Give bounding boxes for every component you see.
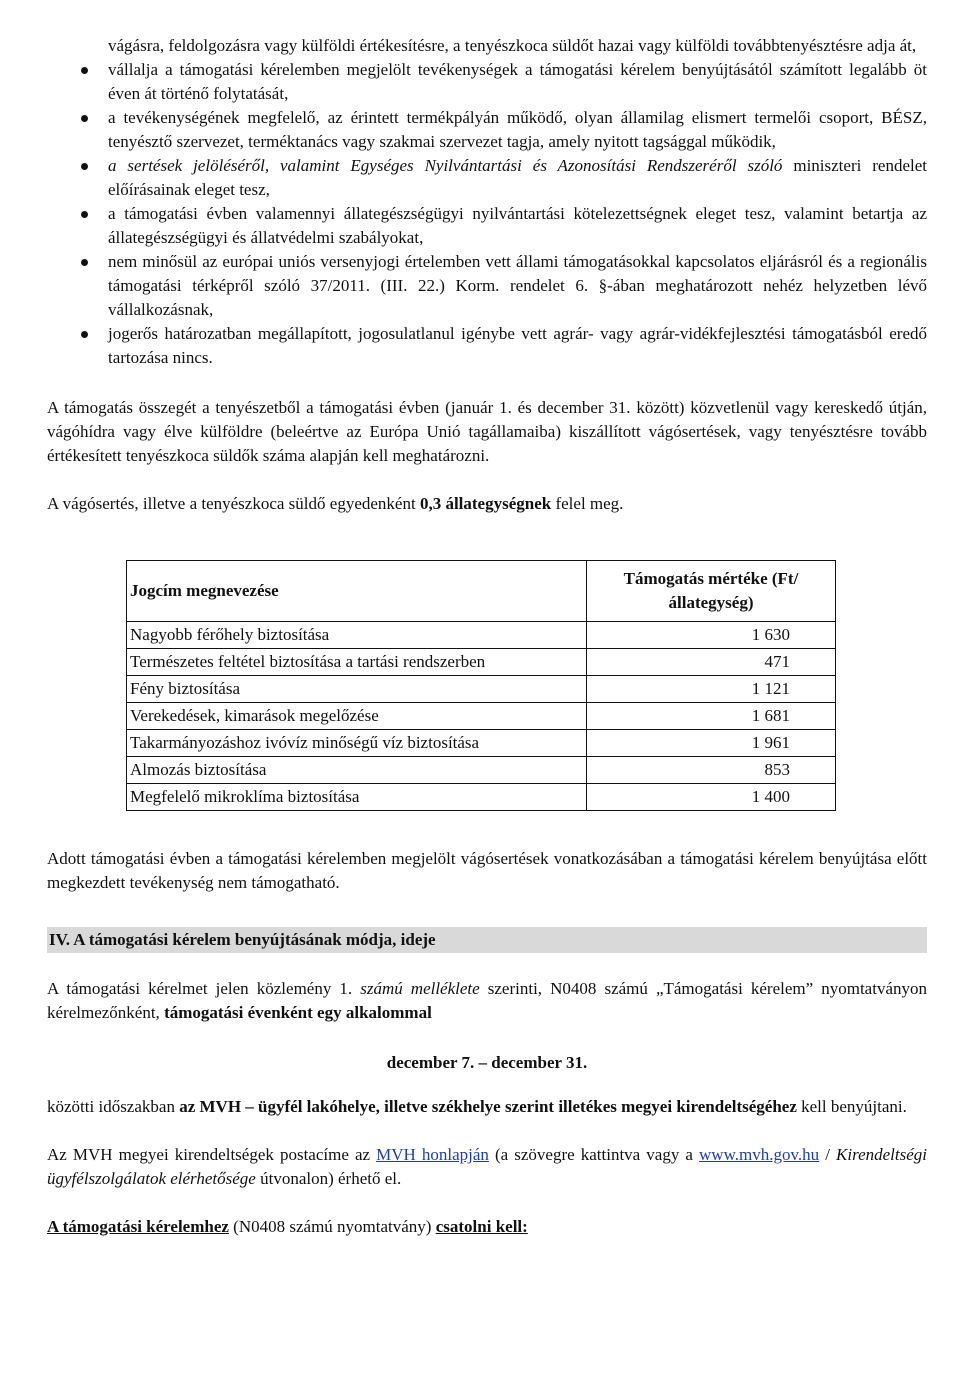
mvh-homepage-link[interactable]: MVH honlapján: [376, 1145, 489, 1164]
table-header-row: [127, 561, 836, 622]
paragraph-where-submit: közötti időszakban az MVH – ügyfél lakóhelye, illetve székhelye szerint illetékes megyei kirendeltségéhez kell benyújtani.: [47, 1097, 907, 1116]
table-row: Verekedések, kimarások megelőzése 1 681: [127, 703, 836, 730]
eligibility-list: [47, 58, 927, 370]
continuation-text: vágásra, feldolgozásra vagy külföldi értékesítésre, a tenyészkoca süldőt hazai vagy külföldi továbbtenyésztésre adja át,: [108, 36, 917, 55]
header-title: Jogcím megnevezése: [127, 561, 587, 622]
paragraph-support-basis: A támogatás összegét a tenyészetből a támogatási évben (január 1. és december 31. között) közvetlenül vagy kereskedő útján, vágóhídra vagy élve külföldre (beleértve az Európa Unió tagállamaiba) kiszállított vágósertések, vagy tenyésztésre tovább értékesített tenyészkoca süldők száma alapján kell meghatározni.: [47, 398, 927, 465]
paragraph-postal-address: Az MVH megyei kirendeltségek postacíme az MVH honlapján (a szövegre kattintva vagy a www.mvh.gov.hu / Kirendeltségi ügyfélszolgálatok elérhetősége útvonalon) érhető el.: [47, 1145, 927, 1188]
submission-date-range: december 7. – december 31.: [386, 1053, 588, 1072]
header-amount: Támogatás mértéke (Ft/állategység): [587, 561, 836, 622]
table-row: Megfelelő mikroklíma biztosítása 1 400: [127, 784, 836, 811]
list-item: jogerős határozatban megállapított, jogosulatlanul igénybe vett agrár- vagy agrár-vidékfejlesztési támogatásból eredő tartozása nincs.: [47, 322, 927, 370]
list-item: nem minősül az európai uniós versenyjogi értelemben vett állami támogatásokkal kapcsolatos eljárásról és a regionális támogatási térképről szóló 37/2011. (III. 22.) Korm. rendelet 6. §-ában meghatározott nehéz helyzetben lévő vállalkozásnak,: [47, 250, 927, 322]
paragraph-attachments: A támogatási kérelemhez (N0408 számú nyomtatvány) csatolni kell:: [47, 1217, 528, 1236]
table-row: Nagyobb férőhely biztosítása 1 630: [127, 622, 836, 649]
list-item: vállalja a támogatási kérelemben megjelölt tevékenységek a támogatási kérelem benyújtásától számított legalább öt éven át történő folytatását,: [47, 58, 927, 106]
paragraph-submission: A támogatási kérelmet jelen közlemény 1. számú melléklete szerinti, N0408 számú „Támogatási kérelem” nyomtatványon kérelmezőnként, támogatási évenként egy alkalommal: [47, 979, 927, 1022]
paragraph-unit-equivalence: A vágósertés, illetve a tenyészkoca süldő egyedenként 0,3 állategységnek felel meg.: [47, 494, 624, 513]
table-row: Természetes feltétel biztosítása a tartási rendszerben 471: [127, 649, 836, 676]
mvh-website-link[interactable]: www.mvh.gov.hu: [699, 1145, 820, 1164]
list-item: a tevékenységének megfelelő, az érintett termékpályán működő, olyan államilag elismert termelői csoport, BÉSZ, tenyésztő szervezet, terméktanács vagy szakmai szervezet tagja, amely nyitott tagsággal működik,: [47, 106, 927, 154]
list-item: a sertések jelöléséről, valamint Egységes Nyilvántartási és Azonosítási Rendszeréről szóló miniszteri rendelet előírásainak eleget tesz,: [47, 154, 927, 202]
table-row: Fény biztosítása 1 121: [127, 676, 836, 703]
support-rate-table: [126, 560, 836, 811]
table-row: Takarmányozáshoz ivóvíz minőségű víz biztosítása 1 961: [127, 730, 836, 757]
table-row: Almozás biztosítása 853: [127, 757, 836, 784]
paragraph-not-supported: Adott támogatási évben a támogatási kérelemben megjelölt vágósertések vonatkozásában a támogatási kérelem benyújtása előtt megkezdett tevékenység nem támogatható.: [47, 849, 927, 892]
section-heading: IV. A támogatási kérelem benyújtásának módja, ideje: [47, 927, 927, 953]
list-item: a támogatási évben valamennyi állategészségügyi nyilvántartási kötelezettségnek eleget tesz, valamint betartja az állategészségügyi és állatvédelmi szabályokat,: [47, 202, 927, 250]
document-page: [47, 34, 927, 1239]
